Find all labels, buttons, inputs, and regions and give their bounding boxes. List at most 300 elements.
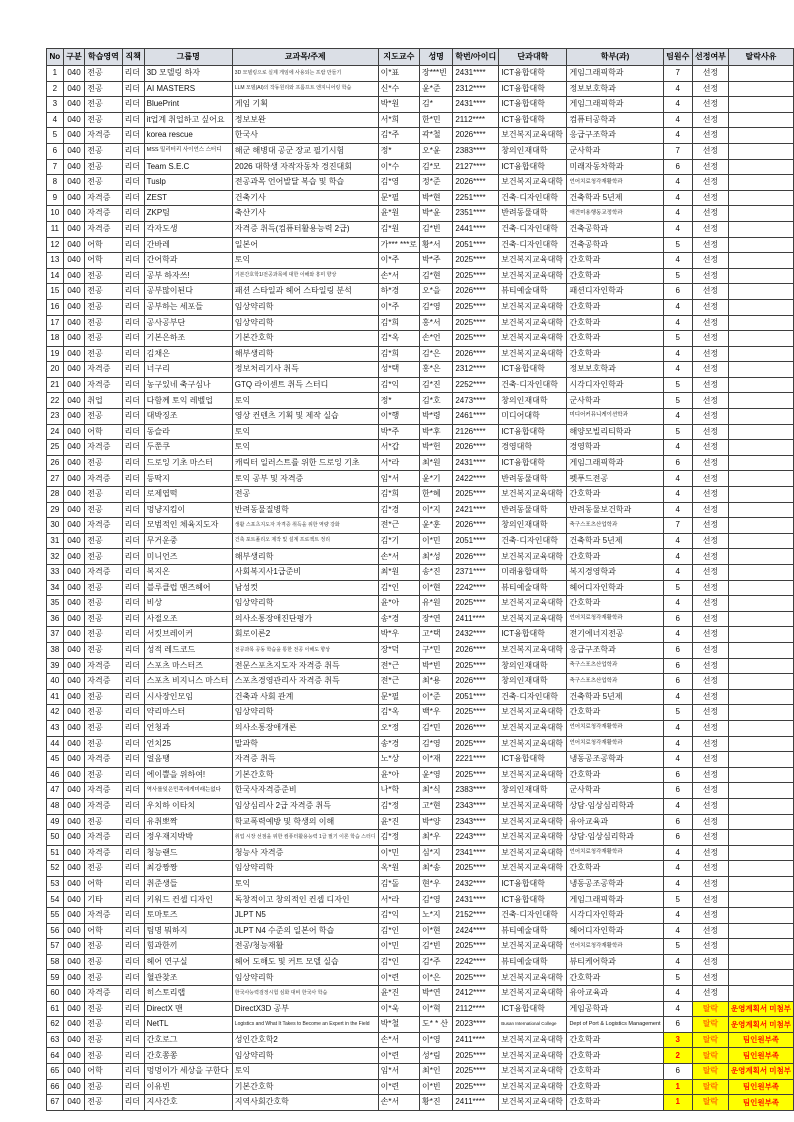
category-cell[interactable]: 040: [63, 533, 85, 549]
advisor-cell[interactable]: 김*옥: [378, 705, 419, 721]
department-cell[interactable]: 간호학과: [567, 1032, 663, 1048]
table-row[interactable]: [47, 830, 794, 846]
member-name-cell[interactable]: 한*혜: [420, 487, 453, 503]
role-cell[interactable]: 리더: [122, 596, 144, 612]
department-cell[interactable]: 언어치료청각재활학과: [567, 720, 663, 736]
rejection-reason-cell[interactable]: [728, 611, 793, 627]
subject-cell[interactable]: 임상약리학: [232, 1048, 378, 1064]
row-number-cell[interactable]: 49: [47, 814, 64, 830]
group-name-cell[interactable]: 시사장인모임: [144, 689, 232, 705]
rejection-reason-cell[interactable]: [728, 159, 793, 175]
member-name-cell[interactable]: 최*용: [420, 674, 453, 690]
category-cell[interactable]: 040: [63, 81, 85, 97]
table-row[interactable]: [47, 549, 794, 565]
team-size-cell[interactable]: 4: [663, 986, 692, 1002]
college-cell[interactable]: 보건복지교육대학: [499, 268, 567, 284]
row-number-cell[interactable]: 26: [47, 455, 64, 471]
student-id-cell[interactable]: 2221****: [453, 752, 499, 768]
category-cell[interactable]: 040: [63, 674, 85, 690]
department-cell[interactable]: 미래자동차학과: [567, 159, 663, 175]
rejection-reason-cell[interactable]: [728, 798, 793, 814]
category-cell[interactable]: 040: [63, 892, 85, 908]
table-row[interactable]: [47, 518, 794, 534]
student-id-cell[interactable]: 2341****: [453, 845, 499, 861]
role-cell[interactable]: 리더: [122, 1064, 144, 1080]
role-cell[interactable]: 리더: [122, 440, 144, 456]
member-name-cell[interactable]: 윤*영: [420, 767, 453, 783]
group-name-cell[interactable]: 비상: [144, 596, 232, 612]
table-row[interactable]: [47, 689, 794, 705]
advisor-cell[interactable]: 서*라: [378, 455, 419, 471]
category-cell[interactable]: 040: [63, 970, 85, 986]
team-size-cell[interactable]: 4: [663, 533, 692, 549]
member-name-cell[interactable]: 정*준: [420, 175, 453, 191]
rejection-reason-cell[interactable]: 운영계획서 미첨부: [728, 1017, 793, 1033]
member-name-cell[interactable]: 이*은: [420, 970, 453, 986]
learning-area-cell[interactable]: 전공: [85, 175, 122, 191]
learning-area-cell[interactable]: 자격증: [85, 362, 122, 378]
rejection-reason-cell[interactable]: [728, 533, 793, 549]
advisor-cell[interactable]: 김*인: [378, 954, 419, 970]
learning-area-cell[interactable]: 전공: [85, 580, 122, 596]
selection-status-cell[interactable]: 선정: [692, 97, 728, 113]
learning-area-cell[interactable]: 전공: [85, 112, 122, 128]
row-number-cell[interactable]: 36: [47, 611, 64, 627]
subject-cell[interactable]: 반려동물질병학: [232, 502, 378, 518]
selection-status-cell[interactable]: 선정: [692, 299, 728, 315]
member-name-cell[interactable]: 장*연: [420, 611, 453, 627]
role-cell[interactable]: 리더: [122, 674, 144, 690]
learning-area-cell[interactable]: 전공: [85, 627, 122, 643]
selection-status-cell[interactable]: 선정: [692, 471, 728, 487]
subject-cell[interactable]: 임상약리학: [232, 315, 378, 331]
group-name-cell[interactable]: 미니언즈: [144, 549, 232, 565]
table-row[interactable]: [47, 253, 794, 269]
team-size-cell[interactable]: 4: [663, 720, 692, 736]
rejection-reason-cell[interactable]: [728, 674, 793, 690]
student-id-cell[interactable]: 2383****: [453, 143, 499, 159]
role-cell[interactable]: 리더: [122, 689, 144, 705]
student-id-cell[interactable]: 2025****: [453, 1064, 499, 1080]
selection-status-cell[interactable]: 선정: [692, 455, 728, 471]
role-cell[interactable]: 리더: [122, 798, 144, 814]
rejection-reason-cell[interactable]: [728, 986, 793, 1002]
row-number-cell[interactable]: 42: [47, 705, 64, 721]
table-row[interactable]: [47, 596, 794, 612]
group-name-cell[interactable]: 팀명 뭐하지: [144, 923, 232, 939]
learning-area-cell[interactable]: 자격증: [85, 471, 122, 487]
category-cell[interactable]: 040: [63, 455, 85, 471]
team-size-cell[interactable]: 4: [663, 221, 692, 237]
member-name-cell[interactable]: 이*지: [420, 502, 453, 518]
student-id-cell[interactable]: 2461****: [453, 409, 499, 425]
student-id-cell[interactable]: 2051****: [453, 237, 499, 253]
student-id-cell[interactable]: 2432****: [453, 876, 499, 892]
learning-area-cell[interactable]: 전공: [85, 642, 122, 658]
college-cell[interactable]: 보건복지교육대학: [499, 299, 567, 315]
subject-cell[interactable]: LLM 모델(AI)의 작동원리와 프롬프트 엔지니어링 학습: [232, 81, 378, 97]
member-name-cell[interactable]: 박*주: [420, 253, 453, 269]
selection-status-cell[interactable]: 선정: [692, 814, 728, 830]
group-name-cell[interactable]: 간어학과: [144, 253, 232, 269]
student-id-cell[interactable]: 2025****: [453, 331, 499, 347]
department-cell[interactable]: 군사학과: [567, 143, 663, 159]
role-cell[interactable]: 리더: [122, 175, 144, 191]
rejection-reason-cell[interactable]: [728, 315, 793, 331]
table-row[interactable]: [47, 705, 794, 721]
row-number-cell[interactable]: 40: [47, 674, 64, 690]
student-id-cell[interactable]: 2026****: [453, 284, 499, 300]
subject-cell[interactable]: 기본간호학: [232, 1079, 378, 1095]
selection-status-cell[interactable]: 선정: [692, 315, 728, 331]
advisor-cell[interactable]: 이*민: [378, 845, 419, 861]
category-cell[interactable]: 040: [63, 518, 85, 534]
subject-cell[interactable]: 토익: [232, 253, 378, 269]
group-name-cell[interactable]: 사절오조: [144, 611, 232, 627]
role-cell[interactable]: 리더: [122, 642, 144, 658]
department-cell[interactable]: 응급구조학과: [567, 128, 663, 144]
department-cell[interactable]: 정보보호학과: [567, 81, 663, 97]
department-cell[interactable]: 간호학과: [567, 299, 663, 315]
team-size-cell[interactable]: 4: [663, 845, 692, 861]
subject-cell[interactable]: 전공: [232, 487, 378, 503]
selection-status-cell[interactable]: 선정: [692, 939, 728, 955]
role-cell[interactable]: 리더: [122, 767, 144, 783]
college-cell[interactable]: 보건복지교육대학: [499, 970, 567, 986]
member-name-cell[interactable]: 박*윤: [420, 206, 453, 222]
member-name-cell[interactable]: 이*재: [420, 752, 453, 768]
subject-cell[interactable]: 정보처리기사 취득: [232, 362, 378, 378]
category-cell[interactable]: 040: [63, 440, 85, 456]
team-size-cell[interactable]: 6: [663, 611, 692, 627]
row-number-cell[interactable]: 45: [47, 752, 64, 768]
learning-area-cell[interactable]: 전공: [85, 533, 122, 549]
selection-status-cell[interactable]: 선정: [692, 565, 728, 581]
category-cell[interactable]: 040: [63, 1064, 85, 1080]
department-cell[interactable]: 전기에너지전공: [567, 627, 663, 643]
advisor-cell[interactable]: 이*수: [378, 159, 419, 175]
category-cell[interactable]: 040: [63, 954, 85, 970]
selection-status-cell[interactable]: 선정: [692, 596, 728, 612]
advisor-cell[interactable]: 박*주: [378, 424, 419, 440]
group-name-cell[interactable]: 다함께 토익 레벨업: [144, 393, 232, 409]
group-name-cell[interactable]: AI MASTERS: [144, 81, 232, 97]
selection-status-cell[interactable]: 선정: [692, 798, 728, 814]
role-cell[interactable]: 리더: [122, 143, 144, 159]
student-id-cell[interactable]: 2412****: [453, 986, 499, 1002]
row-number-cell[interactable]: 39: [47, 658, 64, 674]
role-cell[interactable]: 리더: [122, 611, 144, 627]
learning-area-cell[interactable]: 전공: [85, 814, 122, 830]
category-cell[interactable]: 040: [63, 658, 85, 674]
row-number-cell[interactable]: 51: [47, 845, 64, 861]
role-cell[interactable]: 리더: [122, 362, 144, 378]
team-size-cell[interactable]: 6: [663, 814, 692, 830]
department-cell[interactable]: 상담·임상심리학과: [567, 798, 663, 814]
subject-cell[interactable]: 말과학: [232, 736, 378, 752]
rejection-reason-cell[interactable]: [728, 393, 793, 409]
rejection-reason-cell[interactable]: [728, 689, 793, 705]
subject-cell[interactable]: 해부생리학: [232, 549, 378, 565]
table-row[interactable]: [47, 362, 794, 378]
selection-status-cell[interactable]: 탈락: [692, 1048, 728, 1064]
row-number-cell[interactable]: 62: [47, 1017, 64, 1033]
member-name-cell[interactable]: 백*우: [420, 705, 453, 721]
learning-area-cell[interactable]: 전공: [85, 720, 122, 736]
role-cell[interactable]: 리더: [122, 720, 144, 736]
student-id-cell[interactable]: 2421****: [453, 502, 499, 518]
student-id-cell[interactable]: 2152****: [453, 908, 499, 924]
advisor-cell[interactable]: 성*택: [378, 362, 419, 378]
category-cell[interactable]: 040: [63, 362, 85, 378]
student-id-cell[interactable]: 2411****: [453, 1032, 499, 1048]
category-cell[interactable]: 040: [63, 393, 85, 409]
advisor-cell[interactable]: 김*경: [378, 502, 419, 518]
group-name-cell[interactable]: 멍냥지킴이: [144, 502, 232, 518]
group-name-cell[interactable]: 헤어 연구실: [144, 954, 232, 970]
college-cell[interactable]: 창의인재대학: [499, 518, 567, 534]
category-cell[interactable]: 040: [63, 175, 85, 191]
rejection-reason-cell[interactable]: [728, 549, 793, 565]
group-name-cell[interactable]: 공사공부단: [144, 315, 232, 331]
member-name-cell[interactable]: 이*민: [420, 533, 453, 549]
team-size-cell[interactable]: 5: [663, 331, 692, 347]
department-cell[interactable]: 간호학과: [567, 268, 663, 284]
table-row[interactable]: [47, 986, 794, 1002]
selection-status-cell[interactable]: 선정: [692, 502, 728, 518]
group-name-cell[interactable]: MSS 밀리터리 사이언스 스터디: [144, 143, 232, 159]
team-size-cell[interactable]: 4: [663, 440, 692, 456]
selection-status-cell[interactable]: 선정: [692, 190, 728, 206]
table-row[interactable]: [47, 783, 794, 799]
category-cell[interactable]: 040: [63, 565, 85, 581]
department-cell[interactable]: 경영학과: [567, 440, 663, 456]
rejection-reason-cell[interactable]: [728, 565, 793, 581]
group-name-cell[interactable]: korea rescue: [144, 128, 232, 144]
department-cell[interactable]: 패션디자인학과: [567, 284, 663, 300]
rejection-reason-cell[interactable]: [728, 830, 793, 846]
subject-cell[interactable]: 패션 스타일과 헤어 스타일링 분석: [232, 284, 378, 300]
role-cell[interactable]: 리더: [122, 533, 144, 549]
category-cell[interactable]: 040: [63, 845, 85, 861]
department-cell[interactable]: 언어치료청각재활학과: [567, 939, 663, 955]
team-size-cell[interactable]: 4: [663, 299, 692, 315]
category-cell[interactable]: 040: [63, 66, 85, 82]
member-name-cell[interactable]: 손*언: [420, 331, 453, 347]
team-size-cell[interactable]: 4: [663, 253, 692, 269]
learning-area-cell[interactable]: 전공: [85, 159, 122, 175]
student-id-cell[interactable]: 2026****: [453, 642, 499, 658]
category-cell[interactable]: 040: [63, 986, 85, 1002]
category-cell[interactable]: 040: [63, 939, 85, 955]
member-name-cell[interactable]: 이*현: [420, 923, 453, 939]
college-cell[interactable]: 건축·디자인대학: [499, 533, 567, 549]
category-cell[interactable]: 040: [63, 596, 85, 612]
table-row[interactable]: [47, 190, 794, 206]
category-cell[interactable]: 040: [63, 237, 85, 253]
row-number-cell[interactable]: 54: [47, 892, 64, 908]
college-cell[interactable]: 보건복지교육대학: [499, 939, 567, 955]
rejection-reason-cell[interactable]: [728, 66, 793, 82]
role-cell[interactable]: 리더: [122, 253, 144, 269]
row-number-cell[interactable]: 13: [47, 253, 64, 269]
row-number-cell[interactable]: 29: [47, 502, 64, 518]
advisor-cell[interactable]: 임*서: [378, 1064, 419, 1080]
team-size-cell[interactable]: 4: [663, 596, 692, 612]
table-row[interactable]: [47, 533, 794, 549]
learning-area-cell[interactable]: 전공: [85, 331, 122, 347]
subject-cell[interactable]: 토익 공부 및 자격증: [232, 471, 378, 487]
team-size-cell[interactable]: 5: [663, 268, 692, 284]
row-number-cell[interactable]: 55: [47, 908, 64, 924]
role-cell[interactable]: 리더: [122, 424, 144, 440]
row-number-cell[interactable]: 2: [47, 81, 64, 97]
role-cell[interactable]: 리더: [122, 861, 144, 877]
student-id-cell[interactable]: 2025****: [453, 596, 499, 612]
department-cell[interactable]: 군사학과: [567, 393, 663, 409]
student-id-cell[interactable]: 2432****: [453, 627, 499, 643]
team-size-cell[interactable]: 5: [663, 892, 692, 908]
college-cell[interactable]: ICT융합대학: [499, 97, 567, 113]
team-size-cell[interactable]: 4: [663, 175, 692, 191]
college-cell[interactable]: 창의인재대학: [499, 674, 567, 690]
role-cell[interactable]: 리더: [122, 939, 144, 955]
selection-status-cell[interactable]: 선정: [692, 143, 728, 159]
row-number-cell[interactable]: 10: [47, 206, 64, 222]
learning-area-cell[interactable]: 전공: [85, 954, 122, 970]
table-row[interactable]: [47, 908, 794, 924]
student-id-cell[interactable]: 2025****: [453, 970, 499, 986]
subject-cell[interactable]: 임상약리학: [232, 970, 378, 986]
group-name-cell[interactable]: it업계 취업하고 싶어요: [144, 112, 232, 128]
advisor-cell[interactable]: 하*경: [378, 284, 419, 300]
category-cell[interactable]: 040: [63, 253, 85, 269]
role-cell[interactable]: 리더: [122, 845, 144, 861]
college-cell[interactable]: 보건복지교육대학: [499, 798, 567, 814]
team-size-cell[interactable]: 5: [663, 377, 692, 393]
row-number-cell[interactable]: 66: [47, 1079, 64, 1095]
team-size-cell[interactable]: 4: [663, 409, 692, 425]
member-name-cell[interactable]: 윤*기: [420, 471, 453, 487]
college-cell[interactable]: ICT융합대학: [499, 424, 567, 440]
advisor-cell[interactable]: 김*영: [378, 175, 419, 191]
student-id-cell[interactable]: 2312****: [453, 81, 499, 97]
student-id-cell[interactable]: 2025****: [453, 736, 499, 752]
category-cell[interactable]: 040: [63, 861, 85, 877]
role-cell[interactable]: 리더: [122, 284, 144, 300]
member-name-cell[interactable]: 이*현: [420, 580, 453, 596]
table-row[interactable]: [47, 159, 794, 175]
rejection-reason-cell[interactable]: [728, 346, 793, 362]
advisor-cell[interactable]: 김*원: [378, 221, 419, 237]
table-row[interactable]: [47, 939, 794, 955]
row-number-cell[interactable]: 60: [47, 986, 64, 1002]
table-row[interactable]: [47, 1032, 794, 1048]
department-cell[interactable]: 컴퓨터공학과: [567, 112, 663, 128]
role-cell[interactable]: 리더: [122, 159, 144, 175]
role-cell[interactable]: 리더: [122, 752, 144, 768]
department-cell[interactable]: 게임공학과: [567, 1001, 663, 1017]
group-name-cell[interactable]: 모범적인 체육지도자: [144, 518, 232, 534]
role-cell[interactable]: 리더: [122, 1079, 144, 1095]
team-size-cell[interactable]: 4: [663, 128, 692, 144]
student-id-cell[interactable]: 2025****: [453, 1048, 499, 1064]
member-name-cell[interactable]: 오*윤: [420, 143, 453, 159]
learning-area-cell[interactable]: 전공: [85, 939, 122, 955]
row-number-cell[interactable]: 1: [47, 66, 64, 82]
table-row[interactable]: [47, 112, 794, 128]
table-row[interactable]: [47, 845, 794, 861]
department-cell[interactable]: 간호학과: [567, 1079, 663, 1095]
role-cell[interactable]: 리더: [122, 705, 144, 721]
team-size-cell[interactable]: 4: [663, 97, 692, 113]
college-cell[interactable]: 보건복지교육대학: [499, 642, 567, 658]
group-name-cell[interactable]: 농구있네 축구심나: [144, 377, 232, 393]
group-name-cell[interactable]: 우치하 이타치: [144, 798, 232, 814]
learning-area-cell[interactable]: 자격증: [85, 206, 122, 222]
row-number-cell[interactable]: 56: [47, 923, 64, 939]
role-cell[interactable]: 리더: [122, 1017, 144, 1033]
role-cell[interactable]: 리더: [122, 331, 144, 347]
college-cell[interactable]: 보건복지교육대학: [499, 830, 567, 846]
category-cell[interactable]: 040: [63, 736, 85, 752]
table-row[interactable]: [47, 580, 794, 596]
selection-status-cell[interactable]: 선정: [692, 253, 728, 269]
learning-area-cell[interactable]: 어학: [85, 1064, 122, 1080]
category-cell[interactable]: 040: [63, 299, 85, 315]
row-number-cell[interactable]: 30: [47, 518, 64, 534]
row-number-cell[interactable]: 5: [47, 128, 64, 144]
student-id-cell[interactable]: 2252****: [453, 377, 499, 393]
team-size-cell[interactable]: 4: [663, 502, 692, 518]
subject-cell[interactable]: 전공과목 공동 학습을 통한 전공 이해도 향상: [232, 642, 378, 658]
college-cell[interactable]: 미디어대학: [499, 409, 567, 425]
member-name-cell[interactable]: 성*림: [420, 1048, 453, 1064]
advisor-cell[interactable]: 윤*아: [378, 767, 419, 783]
member-name-cell[interactable]: 김*빈: [420, 939, 453, 955]
team-size-cell[interactable]: 6: [663, 830, 692, 846]
college-cell[interactable]: 보건복지교육대학: [499, 845, 567, 861]
category-cell[interactable]: 040: [63, 331, 85, 347]
selection-status-cell[interactable]: 선정: [692, 237, 728, 253]
role-cell[interactable]: 리더: [122, 471, 144, 487]
department-cell[interactable]: 간호학과: [567, 705, 663, 721]
college-cell[interactable]: 창의인재대학: [499, 143, 567, 159]
subject-cell[interactable]: 임상약리학: [232, 705, 378, 721]
row-number-cell[interactable]: 23: [47, 409, 64, 425]
group-name-cell[interactable]: 공부 하자쓰!: [144, 268, 232, 284]
department-cell[interactable]: 간호학과: [567, 346, 663, 362]
department-cell[interactable]: 유아교육과: [567, 814, 663, 830]
rejection-reason-cell[interactable]: [728, 502, 793, 518]
team-size-cell[interactable]: 4: [663, 1001, 692, 1017]
member-name-cell[interactable]: 윤*훈: [420, 518, 453, 534]
category-cell[interactable]: 040: [63, 143, 85, 159]
member-name-cell[interactable]: 김*빈: [420, 221, 453, 237]
student-id-cell[interactable]: 2351****: [453, 206, 499, 222]
subject-cell[interactable]: 게임 기획: [232, 97, 378, 113]
category-cell[interactable]: 040: [63, 814, 85, 830]
group-name-cell[interactable]: 3D 모델링 하자: [144, 66, 232, 82]
learning-area-cell[interactable]: 전공: [85, 284, 122, 300]
student-id-cell[interactable]: 2312****: [453, 362, 499, 378]
college-cell[interactable]: 보건복지교육대학: [499, 596, 567, 612]
subject-cell[interactable]: GTQ 라이센트 취득 스터디: [232, 377, 378, 393]
table-row[interactable]: [47, 175, 794, 191]
learning-area-cell[interactable]: 자격증: [85, 658, 122, 674]
subject-cell[interactable]: 토익: [232, 1064, 378, 1080]
team-size-cell[interactable]: 3: [663, 1032, 692, 1048]
